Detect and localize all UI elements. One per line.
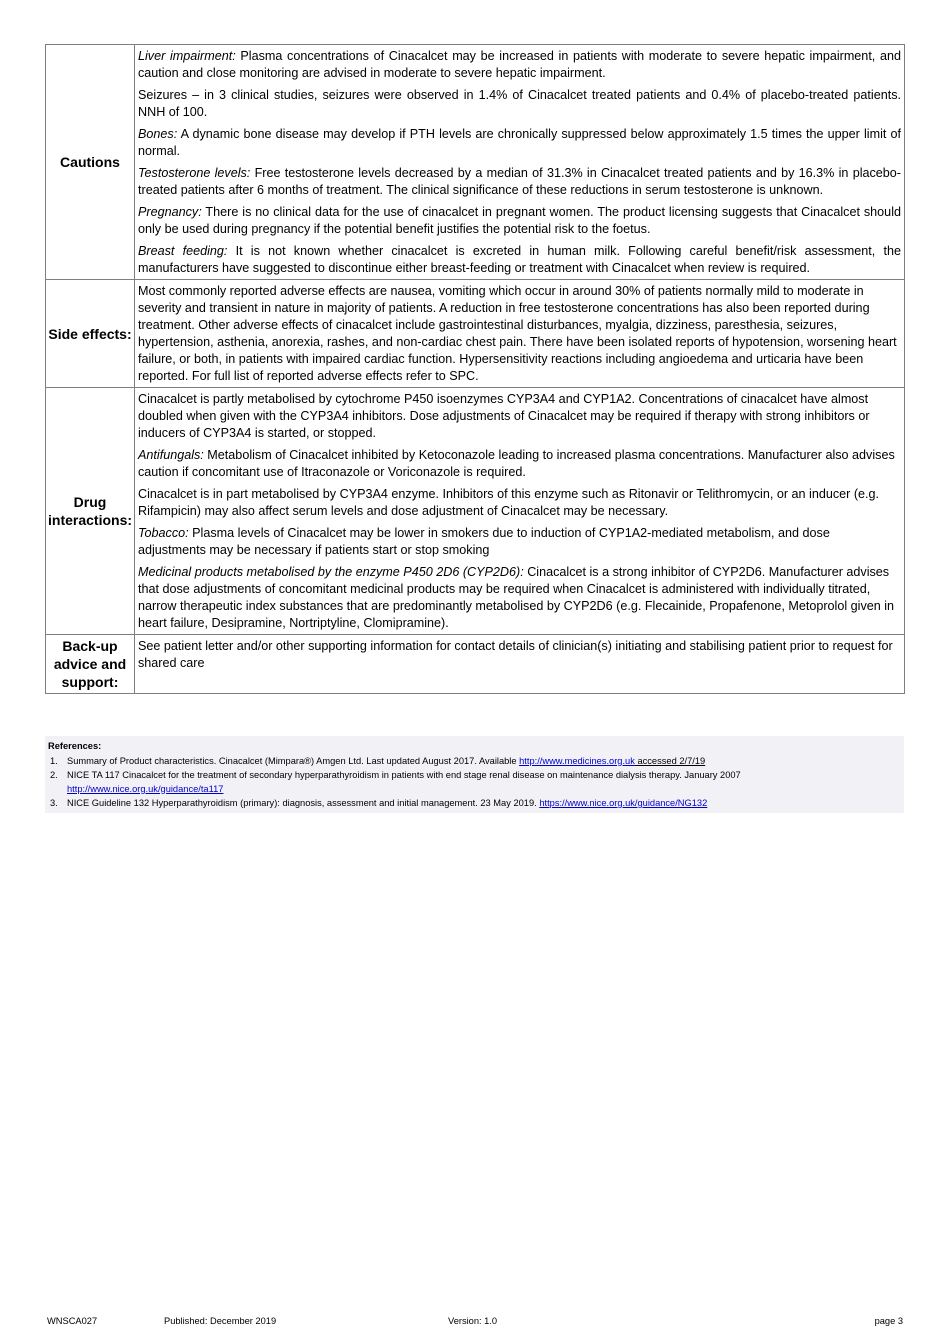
side-effects-row — [46, 280, 905, 388]
cautions-content — [135, 45, 905, 280]
interaction-cyp3a4-text: Cinacalcet is in part metabolised by CYP3A4 enzyme. Inhibitors of this enzyme such as Ritonavir or Telithromycin, or an inducer (e.g. Rifampicin) may also affect serum levels and dose adjustment of Cinacalcet may be necessary. — [138, 487, 880, 518]
drug-interactions-row — [46, 388, 905, 635]
drug-interactions-label — [46, 388, 135, 635]
references-title: References: — [48, 741, 102, 751]
caution-pregnancy-text: There is no clinical data for the use of cinacalcet in pregnant women. The product licensing suggests that Cinacalcet should only be used during pregnancy if the potential benefit justifies the potential risk to the foetus. — [138, 205, 901, 236]
caution-bones-text: A dynamic bone disease may develop if PTH levels are chronically suppressed below approximately 1.5 times the upper limit of normal. — [138, 127, 901, 158]
interaction-cyp2d6-text: Cinacalcet is a strong inhibitor of CYP2D6. Manufacturer advises that dose adjustments of concomitant medicinal products may be required when Cinacalcet is administered with individually titrated, narrow therapeutic index substances that are predominantly metabolised by CYP2D6 (e.g. Flecainide, Propafenone, Metoprolol given in heart failure, Desipramine, Nortriptyline, Clomipramine). — [138, 565, 895, 630]
reference-text: NICE Guideline 132 Hyperparathyroidism (primary): diagnosis, assessment and initial management. 23 May 2019. — [67, 798, 540, 808]
reference-number: 1. — [50, 755, 58, 766]
reference-item — [48, 769, 901, 796]
cautions-row — [46, 45, 905, 280]
caution-testosterone — [138, 165, 901, 199]
caution-liver — [138, 48, 901, 82]
page-footer — [0, 1314, 950, 1328]
drug-interactions-content — [135, 388, 905, 635]
interaction-tobacco-lead: Tobacco: — [138, 526, 189, 540]
backup-text: See patient letter and/or other supporting information for contact details of clinician(s) initiating and stabilising patient prior to request for shared care — [138, 639, 893, 670]
caution-seizures-text: Seizures – in 3 clinical studies, seizures were observed in 1.4% of Cinacalcet treated patients and 0.4% of placebo-treated patients. NNH of 100. — [138, 88, 901, 119]
caution-liver-text: Plasma concentrations of Cinacalcet may be increased in patients with moderate to severe hepatic impairment, and caution and close monitoring are advised in moderate to severe hepatic impairment. — [138, 49, 901, 80]
interaction-cyp2d6-lead: Medicinal products metabolised by the enzyme P450 2D6 (CYP2D6): — [138, 565, 524, 579]
interaction-tobacco — [138, 525, 901, 559]
page-number: page 3 — [874, 1316, 903, 1326]
interaction-cyp2d6 — [138, 564, 901, 632]
caution-bones-lead: Bones: — [138, 127, 178, 141]
interaction-cyp450 — [138, 391, 901, 442]
published-date: Published: December 2019 — [164, 1316, 277, 1326]
interaction-cyp450-text: Cinacalcet is partly metabolised by cytochrome P450 isoenzymes CYP3A4 and CYP1A2. Concentrations of cinacalcet have almost doubled when given with the CYP3A4 inhibitors. Dose adjustments of Cinacalcet may be required if therapy with strong inhibitors or inducers of CYP3A4 is started, or stopped. — [138, 392, 870, 440]
version-label: Version: 1.0 — [448, 1316, 498, 1326]
drug-interactions-label-line1: Drug — [73, 494, 107, 510]
references-box — [45, 736, 904, 813]
backup-label-line3: support: — [61, 674, 119, 690]
reference-number: 3. — [50, 798, 58, 808]
reference-number: 2. — [50, 770, 58, 780]
caution-seizures — [138, 87, 901, 121]
drug-interactions-label-line2: interactions: — [48, 512, 133, 528]
reference-accessed: accessed 2/7/19 — [634, 755, 706, 766]
backup-label-line1: Back-up — [62, 638, 118, 654]
caution-breastfeeding-lead: Breast feeding: — [138, 244, 228, 258]
backup-label — [46, 635, 135, 694]
shared-care-table — [45, 44, 905, 694]
caution-breastfeeding-text: It is not known whether cinacalcet is excreted in human milk. Following careful benefit/risk assessment, the manufacturers have suggested to discontinue either breast-feeding or treatment with Cinacalcet when review is required. — [138, 244, 901, 275]
caution-bones — [138, 126, 901, 160]
caution-breastfeeding — [138, 243, 901, 277]
interaction-antifungals-lead: Antifungals: — [138, 448, 204, 462]
reference-text: Summary of Product characteristics. Cinacalcet (Mimpara®) Amgen Ltd. Last updated August 2017. Available — [67, 755, 520, 766]
side-effects-content — [135, 280, 905, 388]
backup-row — [46, 635, 905, 694]
reference-link[interactable]: https://www.nice.org.uk/guidance/NG132 — [539, 798, 708, 808]
caution-pregnancy-lead: Pregnancy: — [138, 205, 202, 219]
backup-content — [135, 635, 905, 694]
reference-item — [48, 755, 901, 769]
references-list — [48, 755, 901, 811]
interaction-tobacco-text: Plasma levels of Cinacalcet may be lower in smokers due to induction of CYP1A2-mediated metabolism, and dose adjustments may be necessary if patients start or stop smoking — [138, 526, 830, 557]
reference-item — [48, 797, 901, 811]
cautions-label: Cautions — [46, 45, 135, 280]
backup-label-line2: advice and — [53, 656, 127, 672]
interaction-antifungals — [138, 447, 901, 481]
caution-liver-lead: Liver impairment: — [138, 49, 236, 63]
interaction-antifungals-text: Metabolism of Cinacalcet inhibited by Ketoconazole leading to increased plasma concentrations. Manufacturer also advises caution if concomitant use of Itraconazole or Voriconazole is required. — [138, 448, 895, 479]
interaction-cyp3a4 — [138, 486, 901, 520]
side-effects-text: Most commonly reported adverse effects are nausea, vomiting which occur in around 30% of patients normally mild to moderate in severity and transient in nature in majority of patients. A reduction in free testosterone concentrations has also been reported during treatment. Other adverse effects of cinacalcet include gastrointestinal disturbances, myalgia, dizziness, paresthesia, seizures, hypertension, asthenia, anorexia, rashes, and non-cardiac chest pain. There have been isolated reports of hypotension, worsening heart failure, or both, in patients with impaired cardiac function. Hypersensitivity reactions including angioedema and urticaria have been reported. For full list of reported adverse effects refer to SPC. — [138, 284, 897, 383]
document-code: WNSCA027 — [47, 1316, 98, 1326]
reference-link[interactable]: http://www.nice.org.uk/guidance/ta117 — [67, 783, 224, 794]
caution-pregnancy — [138, 204, 901, 238]
caution-testosterone-text: Free testosterone levels decreased by a median of 31.3% in Cinacalcet treated patients and by 16.3% in placebo-treated patients after 6 months of treatment. The clinical significance of these reductions in serum testosterone is unknown. — [138, 166, 901, 197]
caution-testosterone-lead: Testosterone levels: — [138, 166, 251, 180]
reference-link[interactable]: http://www.medicines.org.uk — [519, 755, 635, 766]
side-effects-label: Side effects: — [46, 280, 135, 388]
reference-text: NICE TA 117 Cinacalcet for the treatment of secondary hyperparathyroidism in patients with end stage renal disease on maintenance dialysis therapy. January 2007 — [67, 770, 741, 780]
